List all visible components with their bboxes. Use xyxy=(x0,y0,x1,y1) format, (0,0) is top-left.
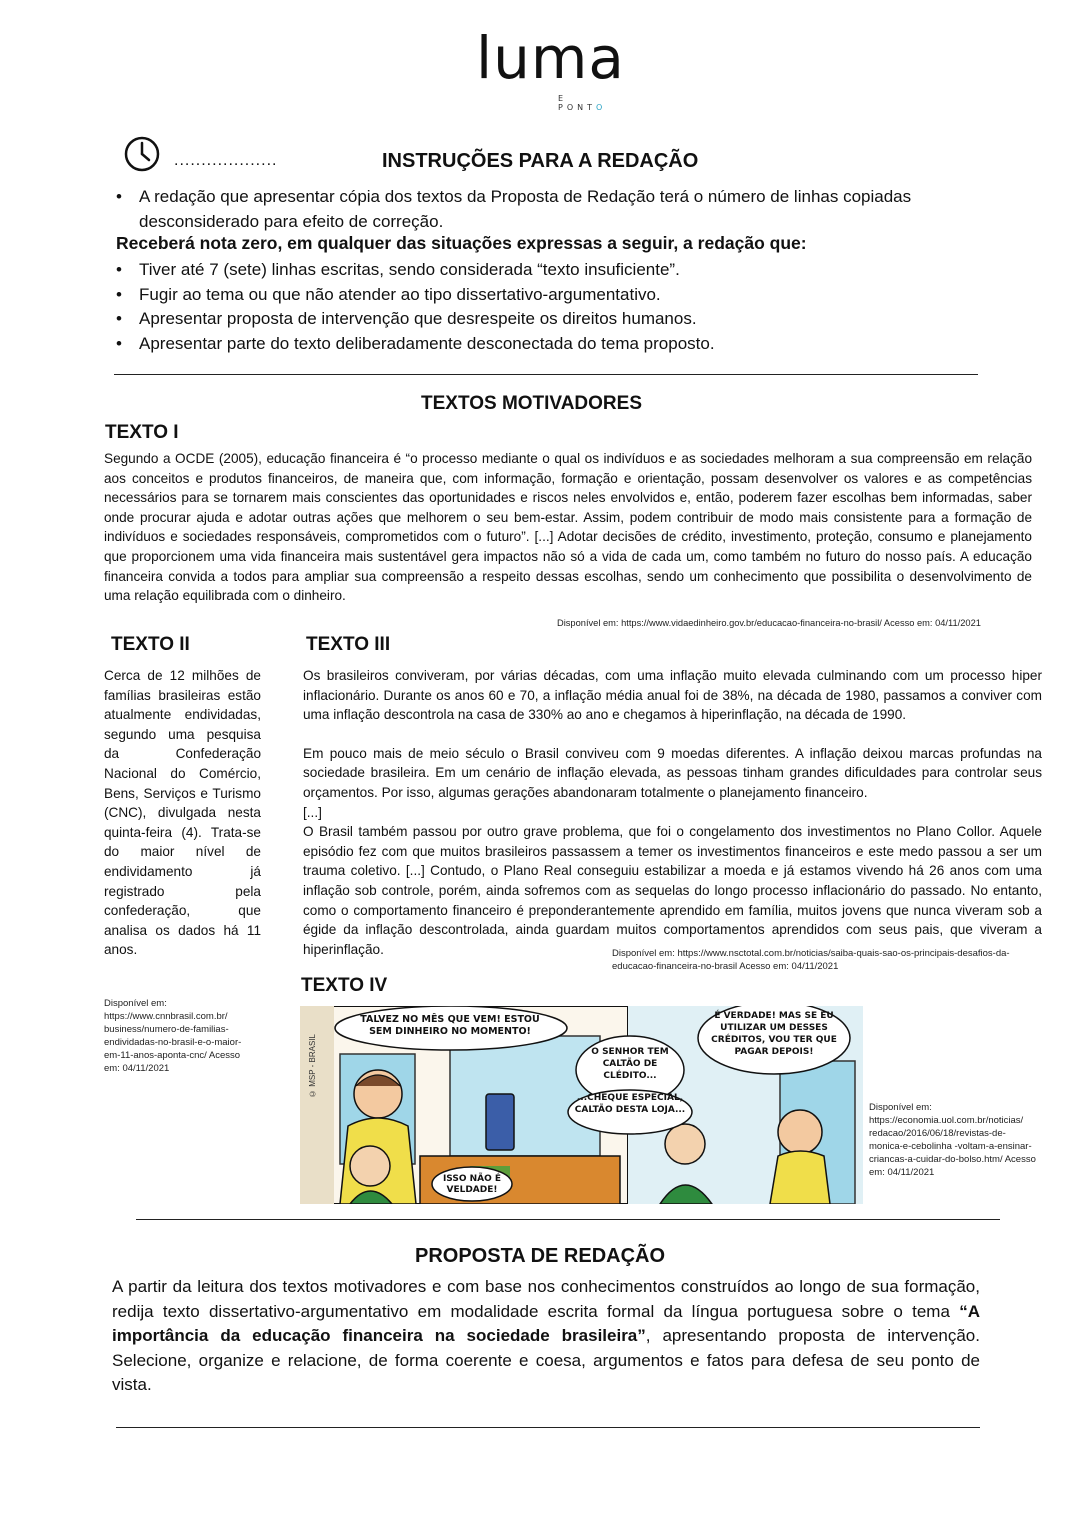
proposal-text: A partir da leitura dos textos motivadores e com base nos conhecimentos construídos ao longo de sua formação, redija texto dissertativo-argumentativo em modalidade escrita formal da língua portuguesa sobre o tema xyxy=(112,1277,980,1321)
texto-iii-paragraph: O Brasil também passou por outro grave problema, que foi o congelamento dos investimentos no Plano Collor. Aquele episódio fez com que muitos brasileiros passassem a temer os investimentos financeiros e este medo passou a ser um trauma coletivo. [...] Contudo, o Plano Real conseguiu estabilizar a moeda e já estamos vivendo há 26 anos com uma inflação sob controle, porém, ainda sofremos com as sequelas do longo processo inflacionário do passado. No entanto, como o comportamento financeiro é preponderantemente aprendido em família, muitos jovens que nunca viveram sob a égide da inflação descontrolada, ainda guardam muitos comportamentos aprendidos com seus pais, que viveram a hiperinflação. xyxy=(303,824,1042,957)
texto-i-body: Segundo a OCDE (2005), educação financeira é “o processo mediante o qual os indivíduos e as sociedades melhoram a sua compreensão em relação aos conceitos e produtos financeiros, de maneira que, com informação, formação e orientação, possam desenvolver os valores e as competências necessários para se tornarem mais conscientes das oportunidades e riscos neles envolvidos e, então, poderem fazer escolhas bem informadas, saber onde procurar ajuda e adotar outras ações que melhorem o seu bem-estar. Assim, podem contribuir de modo mais consistente para a formação de indivíduos e sociedades responsáveis, comprometidos com o futuro”. [...] Adotar decisões de crédito, investimento, proteção, consumo e planejamento que proporcionem uma vida financeira mais sustentável gera impactos não só a vida de cada um, como também no futuro do nosso país. A educação financeira convida a todos para ampliar sua compreensão a respeito dessas escolhas, sendo um conhecimento que possibilita o desenvolvimento de uma relação equilibrada com o dinheiro. xyxy=(104,451,1032,604)
texto-iii-ellipsis: [...] xyxy=(303,804,322,820)
texto-ii-body: Cerca de 12 milhões de famílias brasileiras estão atualmente endividadas, segundo uma pesquisa da Confederação Nacional do Comércio, Bens, Serviços e Turismo (CNC), divulgada nesta quinta-feira (4). Trata-se do maior nível de endividamento já registrado pela confederação, que analisa os dados há 11 anos. xyxy=(104,668,261,958)
comic-balloon: ISSO NÃO É VELDADE! xyxy=(442,1174,502,1195)
texto-iv-source: Disponível em: https://economia.uol.com.br/noticias/ redacao/2016/06/18/revistas-de-monica-e-cebolinha -voltam-a-ensinar-criancas-a-cuidar-do-bolso.htm/ Acesso em: 04/11/2021 xyxy=(869,1102,1036,1178)
divider xyxy=(136,1219,1000,1220)
comic-copyright: © MSP - BRASIL xyxy=(308,1034,317,1098)
comic-balloon: ...CHEQUE ESPECIAL, CALTÃO DESTA LOJA... xyxy=(574,1093,686,1115)
instructions-first-list xyxy=(112,185,992,234)
texto-iii-label: TEXTO III xyxy=(306,634,391,655)
texto-iii-body xyxy=(303,666,1042,959)
zero-grade-item: • Fugir ao tema ou que não atender ao tipo dissertativo-argumentativo. xyxy=(112,283,992,308)
zero-grade-list xyxy=(112,258,992,356)
comic-balloon: TALVEZ NO MÊS QUE VEM! ESTOU SEM DINHEIRO NO MOMENTO! xyxy=(360,1014,540,1037)
logo-subtitle: E PONTO xyxy=(558,94,607,112)
timer-field: ................... xyxy=(174,152,278,169)
divider xyxy=(114,374,978,375)
comic-balloon: O SENHOR TEM CALTÃO DE CLÉDITO... xyxy=(591,1047,669,1081)
texto-ii-source: Disponível em: https://www.cnnbrasil.com.br/ business/numero-de-familias-endividadas-no-brasil-e-o-maior-em-11-anos-aponta-cnc/ Acesso em: 04/11/2021 xyxy=(104,998,242,1074)
instructions-title: INSTRUÇÕES PARA A REDAÇÃO xyxy=(382,150,699,172)
texto-iii-source: Disponível em: https://www.nsctotal.com.br/noticias/saiba-quais-sao-os-principais-desafios-da-educacao-financeira-no-brasil Acesso em: 04/11/2021 xyxy=(612,948,1010,972)
instruction-item: • A redação que apresentar cópia dos textos da Proposta de Redação terá o número de linhas copiadas desconsiderado para efeito de correção. xyxy=(112,185,992,234)
comic-balloon: É VERDADE! MAS SE EU UTILIZAR UM DESSES CRÉDITOS, VOU TER QUE PAGAR DEPOIS! xyxy=(711,1011,837,1057)
texto-ii-label: TEXTO II xyxy=(111,634,190,655)
proposal-body xyxy=(112,1275,980,1398)
divider xyxy=(116,1427,980,1428)
zero-grade-item: • Tiver até 7 (sete) linhas escritas, sendo considerada “texto insuficiente”. xyxy=(112,258,992,283)
texto-iii-paragraph: Os brasileiros conviveram, por várias décadas, com uma inflação muito elevada culminando com um processo hiper inflacionário. Durante os anos 60 e 70, a inflação média anual foi de 38%, na década de 1980, passamos a conviver com uma inflação descontrola na casa de 330% ao ano e chegamos à hiperinflação, na década de 1990. xyxy=(303,668,1042,723)
clock-icon xyxy=(124,136,160,172)
proposal-theme: “A importância da educação financeira na sociedade brasileira” xyxy=(112,1301,980,1345)
texto-iii-paragraph: Em pouco mais de meio século o Brasil conviveu com 9 moedas diferentes. A inflação deixou marcas profundas na sociedade brasileira. Em um cenário de inflação elevada, as pessoas tinham grandes dificuldades para controlar seus orçamentos. Por isso, algumas gerações abandonaram totalmente o planejamento financeiro. xyxy=(303,745,1042,800)
proposal-text: , apresentando proposta de intervenção. Selecione, organize e relacione, de forma coerente e coesa, argumentos e fatos para defesa de seu ponto de vista. xyxy=(112,1326,980,1394)
comic-strip xyxy=(300,1006,863,1204)
motivators-title: TEXTOS MOTIVADORES xyxy=(421,393,642,414)
texto-i-source: Disponível em: https://www.vidaedinheiro.gov.br/educacao-financeira-no-brasil/ Acesso em: 04/11/2021 xyxy=(557,618,981,628)
logo-brand: luma xyxy=(476,24,625,92)
zero-grade-item: • Apresentar parte do texto deliberadamente desconectada do tema proposto. xyxy=(112,332,992,357)
proposal-title: PROPOSTA DE REDAÇÃO xyxy=(415,1245,666,1267)
zero-grade-warning: Receberá nota zero, em qualquer das situações expressas a seguir, a redação que: xyxy=(116,233,807,253)
texto-i-label: TEXTO I xyxy=(105,422,179,443)
luma-logo xyxy=(476,24,625,112)
zero-grade-item: • Apresentar proposta de intervenção que desrespeite os direitos humanos. xyxy=(112,307,992,332)
texto-iv-label: TEXTO IV xyxy=(301,975,388,996)
